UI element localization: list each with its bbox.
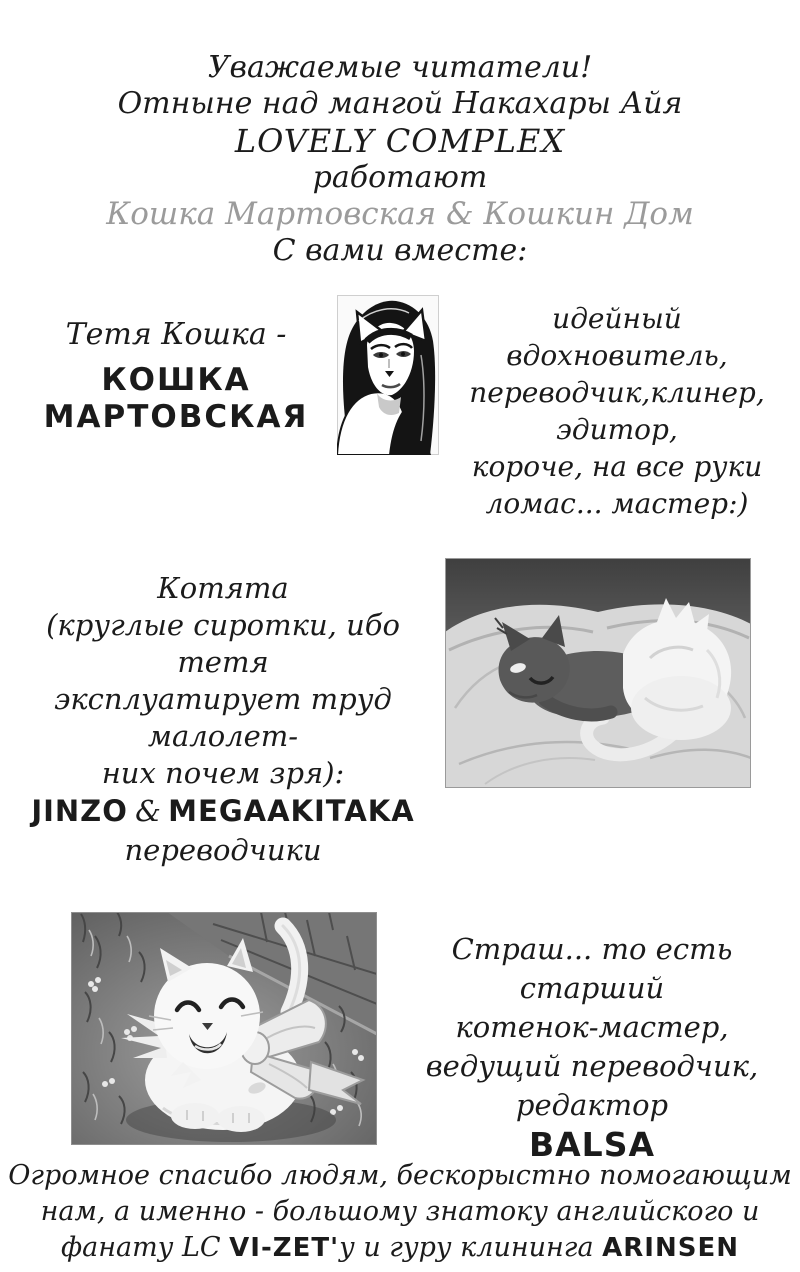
balsa-role-line3: ведущий переводчик, (425, 1049, 759, 1083)
scanlation-teams: Кошка Мартовская & Кошкин Дом (106, 196, 694, 232)
thanks-line1: Огромное спасибо людям, бескорыстно помогающим (8, 1160, 792, 1191)
koshka-role-line3: короче, на все руки (471, 450, 763, 483)
header-greeting: Уважаемые читатели! (207, 50, 593, 85)
kittens-block (6, 570, 440, 869)
balsa-role-line4: редактор (515, 1088, 669, 1122)
header-announcement: Отныне над мангой Накахары Айя (117, 86, 683, 121)
nick-jinzo: JINZO (31, 794, 128, 828)
kitten-with-bow-image (71, 912, 377, 1145)
header-together: С вами вместе: (272, 233, 528, 268)
kittens-nicknames (6, 792, 440, 832)
koshka-intro: Тетя Кошка - (65, 317, 287, 352)
koshka-name-block (28, 318, 324, 436)
koshka-name-line1: КОШКА (101, 362, 251, 398)
koshka-role-line2: переводчик,клинер, эдитор, (469, 376, 765, 446)
kittens-note-line3: них почем зря): (101, 756, 345, 790)
kittens-note-line1: (круглые сиротки, ибо тетя (46, 608, 400, 679)
header-block (0, 50, 800, 269)
thanks-line2: нам, а именно - большому знатоку английского и (40, 1196, 760, 1227)
kittens-note-line2: эксплуатирует труд малолет- (54, 682, 392, 753)
cat-woman-portrait-image (337, 295, 439, 455)
thanks-block (0, 1158, 800, 1266)
nick-ampersand: & (135, 794, 161, 828)
koshka-role-line4: ломас... мастер:) (485, 487, 749, 520)
nick-balsa: BALSA (528, 1125, 656, 1164)
thanks-line3-start: фанату LC (61, 1232, 221, 1263)
header-verb: работают (312, 160, 488, 195)
kittens-role: переводчики (124, 833, 322, 867)
koshka-roles-block (438, 300, 796, 522)
thanks-line3-middle: у и гуру клининга (339, 1232, 594, 1263)
koshka-role-line1: идейный вдохновитель, (506, 302, 728, 372)
balsa-block (388, 930, 796, 1165)
nick-vizet: VI-ZET' (229, 1233, 340, 1263)
manga-title: LOVELY COMPLEX (234, 122, 566, 160)
kittens-title: Котята (157, 571, 289, 605)
sleeping-cats-image (445, 558, 751, 788)
koshka-name-line2: МАРТОВСКАЯ (43, 399, 309, 435)
thanks-line3 (0, 1230, 800, 1266)
balsa-role-line2: котенок-мастер, (455, 1010, 729, 1044)
nick-megaakitaka: MEGAAKITAKA (168, 794, 415, 828)
nick-arinsen: ARINSEN (602, 1233, 739, 1263)
balsa-role-line1: Страш... то есть старший (451, 932, 733, 1005)
